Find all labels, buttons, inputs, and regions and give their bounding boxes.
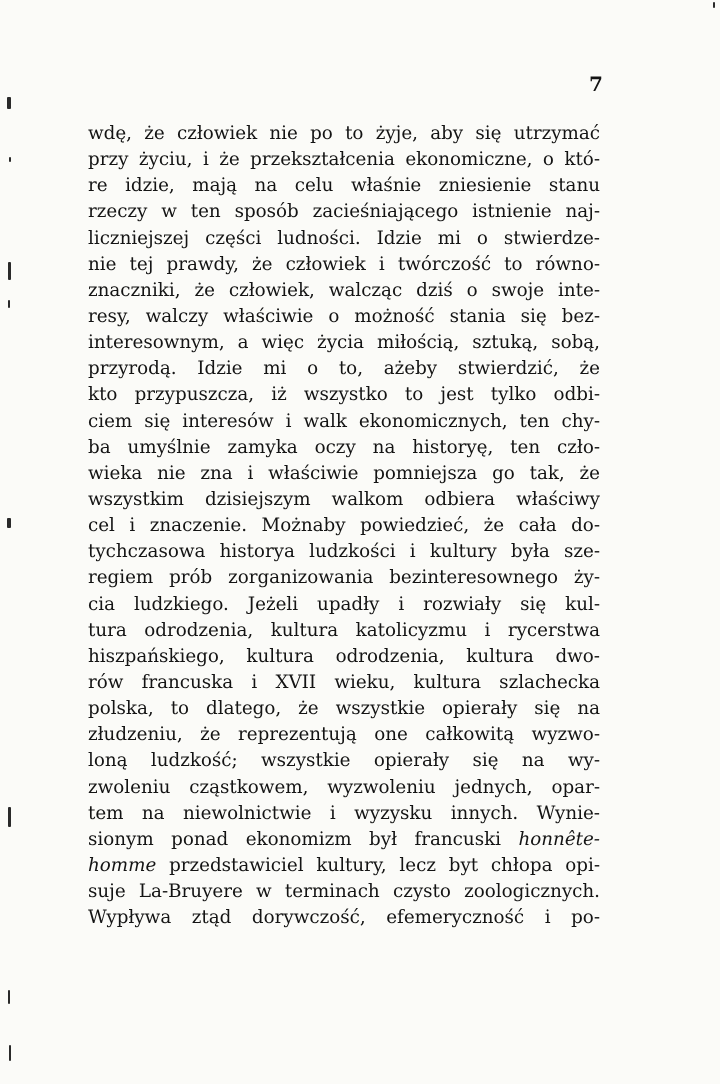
text-line — [88, 226, 600, 252]
text-segment: Wypływa ztąd dorywczość, efemeryczność i po- — [88, 907, 600, 929]
scan-mark — [8, 807, 11, 827]
text-segment: nie tej prawdy, że człowiek i twórczość to równo- — [88, 253, 600, 275]
text-segment: regiem prób zorganizowania bezinteresownego ży- — [88, 567, 600, 589]
text-line — [88, 513, 600, 539]
text-segment: tem na niewolnictwie i wyzysku innych. Wynie- — [88, 802, 600, 824]
scan-mark — [9, 157, 11, 162]
text-segment: zwoleniu cząstkowem, wyzwoleniu jednych, opar- — [88, 776, 600, 798]
text-line — [88, 461, 600, 487]
text-segment: przyrodą. Idzie mi o to, ażeby stwierdzić, że — [88, 358, 600, 380]
text-line — [88, 278, 600, 304]
text-line — [88, 199, 600, 225]
text-line — [88, 487, 600, 513]
text-segment: interesownym, a więc życia miłością, sztuką, sobą, — [88, 332, 600, 354]
text-line — [88, 435, 600, 461]
text-line — [88, 696, 600, 722]
text-segment: re idzie, mają na celu właśnie zniesienie stanu — [88, 175, 600, 197]
text-segment: polska, to dlatego, że wszystkie opierały się na — [88, 698, 600, 720]
text-line — [88, 748, 600, 774]
text-line — [88, 644, 600, 670]
italic-text: honnête- — [518, 828, 600, 850]
text-segment: resy, walczy właściwie o możność stania się bez- — [88, 305, 600, 327]
text-line — [88, 356, 600, 382]
text-segment: tura odrodzenia, kultura katolicyzmu i rycerstwa — [88, 619, 600, 641]
scan-mark — [7, 97, 11, 109]
italic-text: homme — [88, 854, 157, 876]
text-line — [88, 618, 600, 644]
scan-mark — [8, 262, 11, 280]
text-segment: cel i znaczenie. Możnaby powiedzieć, że cała do- — [88, 515, 600, 537]
text-line — [88, 565, 600, 591]
text-line — [88, 539, 600, 565]
scan-mark — [713, 2, 715, 8]
text-line — [88, 382, 600, 408]
text-segment: liczniejszej części ludności. Idzie mi o stwierdze- — [88, 227, 600, 249]
text-segment: tychczasowa historya ludzkości i kultury była sze- — [88, 541, 600, 563]
text-segment: ba umyślnie zamyka oczy na historyę, ten czło- — [88, 436, 600, 458]
text-segment: złudzeniu, że reprezentują one całkowitą wyzwo- — [88, 724, 600, 746]
text-segment: rzeczy w ten sposób zacieśniającego istnienie naj- — [88, 201, 600, 223]
text-segment: wdę, że człowiek nie po to żyje, aby się utrzymać — [88, 123, 600, 144]
text-line — [88, 409, 600, 435]
text-segment: przy życiu, i że przekształcenia ekonomiczne, o któ- — [88, 149, 600, 171]
text-segment: sionym ponad ekonomizm był francuski — [88, 828, 519, 850]
text-segment: wszystkim dzisiejszym walkom odbiera właściwy — [88, 488, 600, 510]
text-segment: loną ludzkość; wszystkie opierały się na wy- — [88, 750, 600, 772]
text-line — [88, 879, 600, 905]
page-number: 7 — [589, 72, 603, 96]
text-line — [88, 121, 600, 147]
scan-mark — [8, 300, 10, 308]
body-text — [88, 121, 600, 931]
text-line — [88, 330, 600, 356]
text-segment: znaczniki, że człowiek, walcząc dziś o swoje inte- — [88, 279, 600, 301]
scan-mark — [9, 1045, 11, 1061]
text-line — [88, 670, 600, 696]
scan-mark — [7, 518, 11, 528]
text-line — [88, 775, 600, 801]
text-segment: rów francuska i XVII wieku, kultura szlachecka — [88, 671, 600, 693]
text-line — [88, 147, 600, 173]
text-line — [88, 173, 600, 199]
text-segment: wieka nie zna i właściwie pomniejsza go tak, że — [88, 462, 600, 484]
text-line — [88, 592, 600, 618]
text-line — [88, 722, 600, 748]
text-line — [88, 801, 600, 827]
text-line — [88, 853, 600, 879]
text-line — [88, 905, 600, 931]
scan-mark — [8, 990, 10, 1004]
text-line — [88, 827, 600, 853]
text-line — [88, 252, 600, 278]
text-segment: cia ludzkiego. Jeżeli upadły i rozwiały się kul- — [88, 593, 600, 615]
text-segment: hiszpańskiego, kultura odrodzenia, kultura dwo- — [88, 645, 600, 667]
text-segment: ciem się interesów i walk ekonomicznych, ten chy- — [88, 410, 600, 432]
text-segment: kto przypuszcza, iż wszystko to jest tylko odbi- — [88, 384, 600, 406]
text-line — [88, 304, 600, 330]
text-segment: przedstawiciel kultury, lecz byt chłopa opi- — [156, 854, 600, 876]
text-segment: suje La-Bruyere w terminach czysto zoologicznych. — [88, 881, 600, 903]
